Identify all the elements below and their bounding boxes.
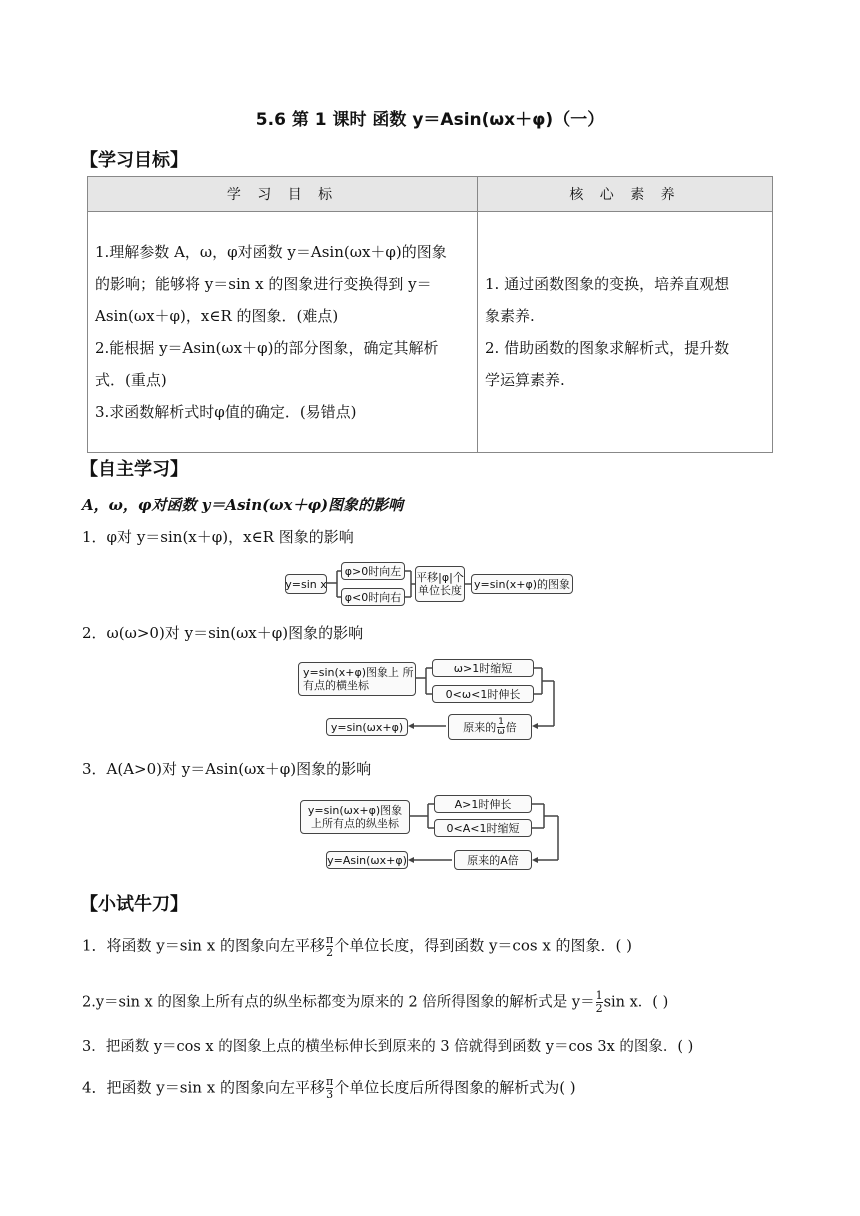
result-box: y=sin(x+φ)的图象 <box>471 574 573 594</box>
scale-prefix: 原来的 <box>463 720 497 734</box>
goals-cell <box>88 212 478 453</box>
item-1: 1．φ对 y＝sin(x＋φ)，x∈R 图象的影响 <box>82 528 354 546</box>
literacy-cell <box>478 212 773 453</box>
literacy-line: 学运算素养. <box>485 371 565 389</box>
question-2 <box>82 990 668 1015</box>
translate-box: 平移|φ|个 单位长度 <box>415 566 465 602</box>
objectives-table <box>87 176 773 453</box>
goal-line: 的影响；能够将 y＝sin x 的图象进行变换得到 y＝ <box>95 275 432 293</box>
literacy-line: 象素养. <box>485 307 535 325</box>
scale-box <box>448 714 532 740</box>
one-half <box>596 990 603 1015</box>
fraction-numerator: π <box>325 1075 334 1088</box>
question-text: 个单位长度后所得图象的解析式为( ) <box>334 1078 576 1097</box>
goal-line: 式．(重点) <box>95 371 167 389</box>
section-heading-self-study: 【自主学习】 <box>80 459 188 480</box>
goal-line: 3.求函数解析式时φ值的确定．(易错点) <box>95 403 357 421</box>
phi-shift-diagram <box>285 560 575 608</box>
question-text: 个单位长度，得到函数 y＝cos x 的图象．( ) <box>334 936 633 955</box>
shorten-box: 0<A<1时缩短 <box>434 819 532 837</box>
question-4 <box>82 1076 576 1101</box>
literacy-line: 2. 借助函数的图象求解析式，提升数 <box>485 339 730 357</box>
fraction-denominator: 2 <box>595 1002 603 1015</box>
question-text: 4．把函数 y＝sin x 的图象向左平移 <box>82 1078 325 1097</box>
omega-diagram <box>298 656 562 746</box>
pi-over-3 <box>326 1076 333 1101</box>
fraction-denominator: 3 <box>326 1088 334 1101</box>
scale-box: 原来的A倍 <box>454 850 532 870</box>
shift-right-box: φ<0时向右 <box>341 588 405 606</box>
question-text: sin x．( ) <box>603 994 669 1011</box>
goal-line: 1.理解参数 A，ω，φ对函数 y＝Asin(ωx＋φ)的图象 <box>95 243 447 261</box>
fraction-numerator: π <box>325 933 334 946</box>
scale-suffix: 倍 <box>505 720 517 734</box>
amplitude-diagram <box>300 794 564 878</box>
shift-left-box: φ>0时向左 <box>341 562 405 580</box>
goal-line: Asin(ωx＋φ)，x∈R 的图象．(难点) <box>95 307 339 325</box>
question-text: 2.y＝sin x 的图象上所有点的纵坐标都变为原来的 2 倍所得图象的解析式是 y＝ <box>82 994 595 1011</box>
table-header-literacy: 核 心 素 养 <box>478 177 773 212</box>
shorten-box: ω>1时缩短 <box>432 659 534 677</box>
section-heading-goals: 【学习目标】 <box>80 150 188 171</box>
stretch-box: A>1时伸长 <box>434 795 532 813</box>
fraction-numerator: 1 <box>595 989 603 1002</box>
item-2: 2．ω(ω>0)对 y＝sin(ωx＋φ)图象的影响 <box>82 624 364 642</box>
subheading: A，ω，φ对函数 y＝Asin(ωx＋φ)图象的影响 <box>82 496 404 514</box>
question-3: 3．把函数 y＝cos x 的图象上点的横坐标伸长到原来的 3 倍就得到函数 y＝cos 3x 的图象．( ) <box>82 1039 694 1055</box>
page-title: 5.6 第 1 课时 函数 y＝Asin(ωx＋φ)（一） <box>255 110 605 130</box>
item-3: 3．A(A>0)对 y＝Asin(ωx＋φ)图象的影响 <box>82 760 372 778</box>
stretch-box: 0<ω<1时伸长 <box>432 685 534 703</box>
one-over-omega <box>497 718 505 737</box>
start-box: y=sin(x+φ)图象上 所有点的横坐标 <box>298 662 416 696</box>
pi-over-2 <box>326 934 333 959</box>
start-box: y=sin x <box>285 574 327 594</box>
result-box: y=sin(ωx+φ) <box>326 718 408 736</box>
goal-line: 2.能根据 y＝Asin(ωx＋φ)的部分图象，确定其解析 <box>95 339 439 357</box>
fraction-numerator: 1 <box>498 716 504 727</box>
fraction-denominator: ω <box>497 726 505 737</box>
question-text: 1．将函数 y＝sin x 的图象向左平移 <box>82 936 325 955</box>
result-box: y=Asin(ωx+φ) <box>326 851 408 869</box>
fraction-denominator: 2 <box>326 946 334 959</box>
question-1 <box>82 934 632 959</box>
section-heading-practice: 【小试牛刀】 <box>80 894 188 915</box>
literacy-line: 1. 通过函数图象的变换，培养直观想 <box>485 275 730 293</box>
start-box: y=sin(ωx+φ)图象 上所有点的纵坐标 <box>300 800 410 834</box>
table-header-goals: 学 习 目 标 <box>88 177 478 212</box>
